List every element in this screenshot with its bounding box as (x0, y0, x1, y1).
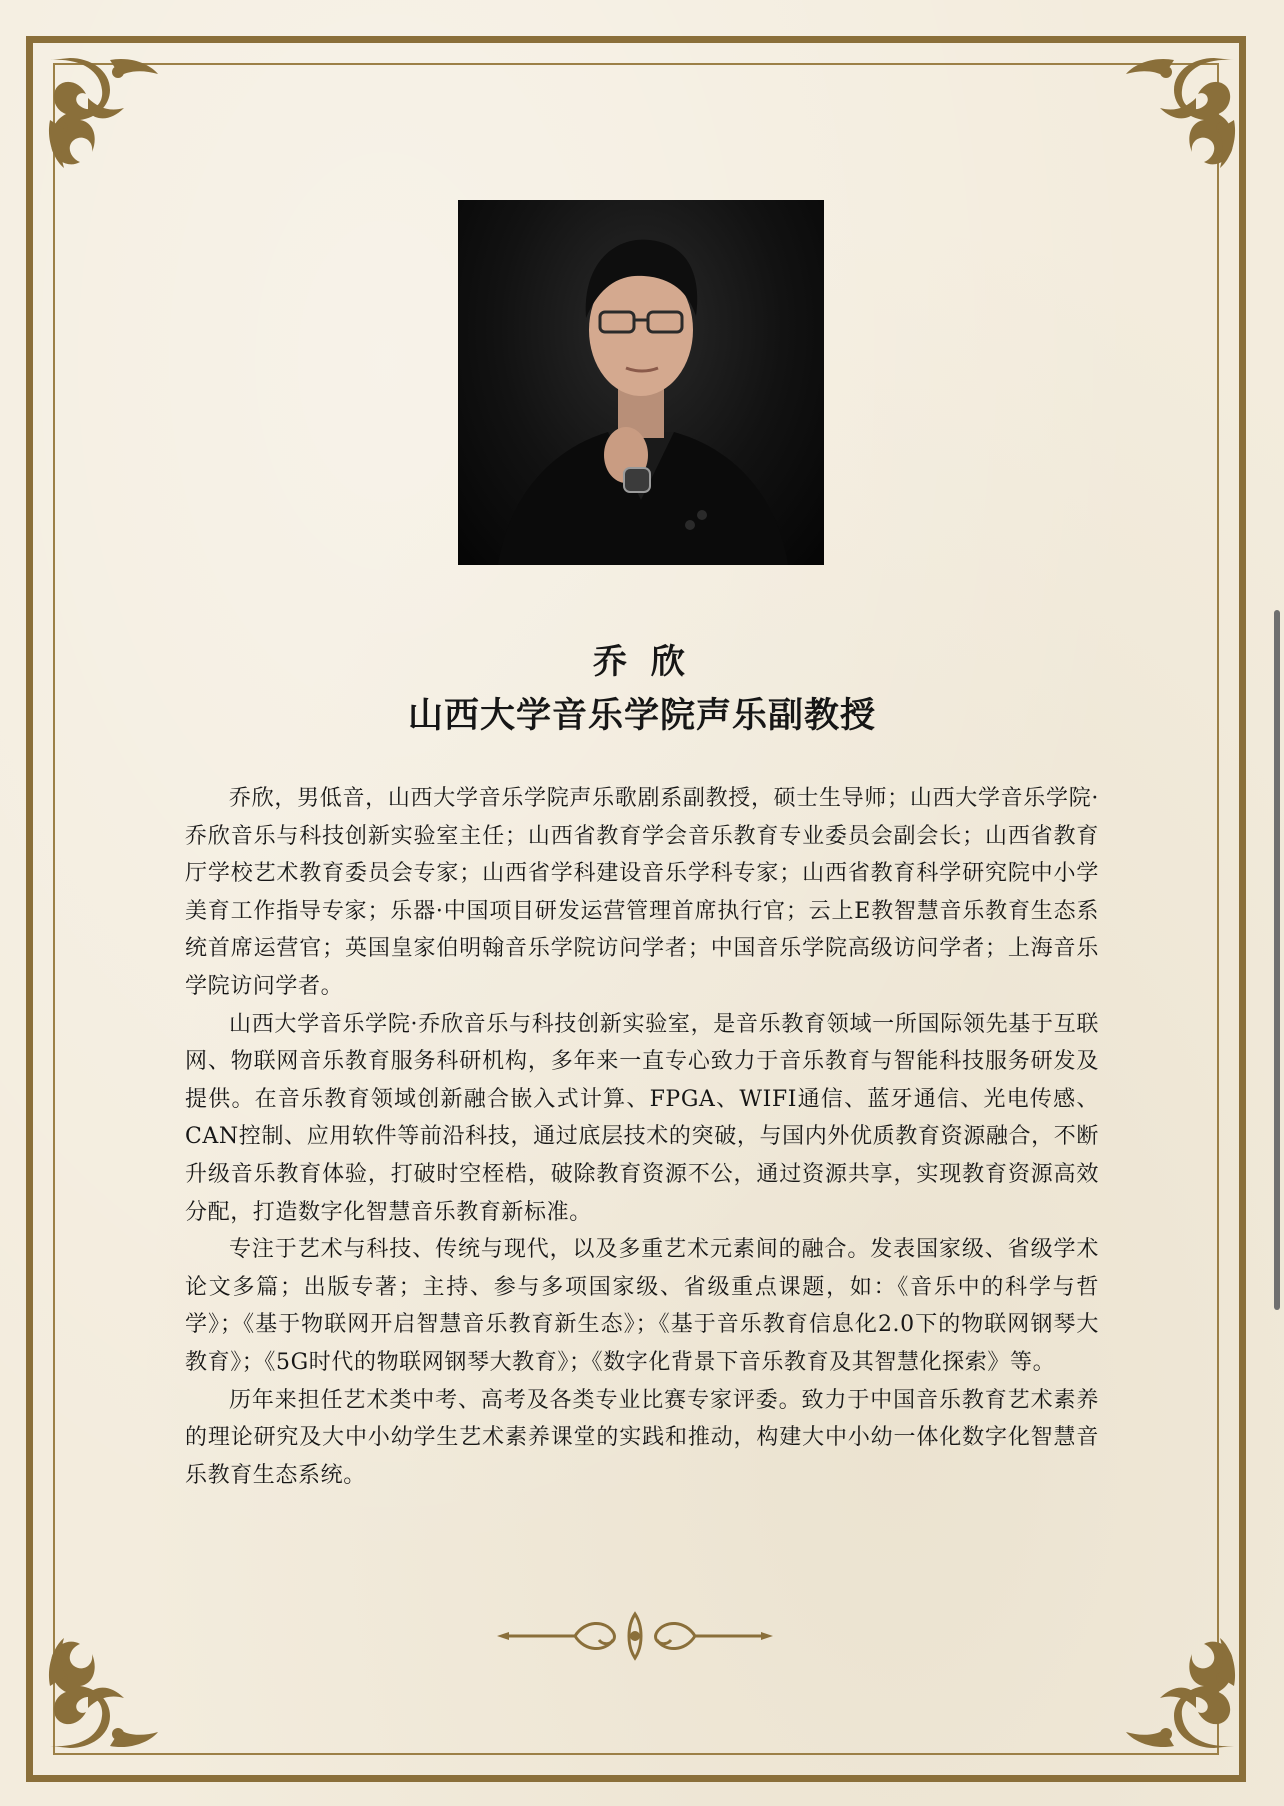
portrait-photo (458, 200, 824, 565)
bio-paragraph: 山西大学音乐学院·乔欣音乐与科技创新实验室，是音乐教育领域一所国际领先基于互联网、物联网音乐教育服务科研机构，多年来一直专心致力于音乐教育与智能科技服务研发及提供。在音乐教育领域创新融合嵌入式计算、FPGA、WIFI通信、蓝牙通信、光电传感、CAN控制、应用软件等前沿科技，通过底层技术的突破，与国内外优质教育资源融合，不断升级音乐教育体验，打破时空桎梏，破除教育资源不公，通过资源共享，实现教育资源高效分配，打造数字化智慧音乐教育新标准。 (185, 1011, 1099, 1225)
bio-paragraph: 历年来担任艺术类中考、高考及各类专业比赛专家评委。致力于中国音乐教育艺术素养的理论研究及大中小幼学生艺术素养课堂的实践和推动，构建大中小幼一体化数字化智慧音乐教育生态系统。 (185, 1387, 1099, 1488)
corner-ornament-icon (40, 1626, 170, 1756)
biography (185, 780, 1099, 1494)
bio-paragraph: 乔欣，男低音，山西大学音乐学院声乐歌剧系副教授，硕士生导师；山西大学音乐学院·乔欣音乐与科技创新实验室主任；山西省教育学会音乐教育专业委员会副会长；山西省教育厅学校艺术教育委员会专家；山西省学科建设音乐学科专家；山西省教育科学研究院中小学美育工作指导专家；乐器·中国项目研发运营管理首席执行官；云上E教智慧音乐教育生态系统首席运营官；英国皇家伯明翰音乐学院访问学者；中国音乐学院高级访问学者；上海音乐学院访问学者。 (185, 786, 1099, 999)
person-title: 山西大学音乐学院声乐副教授 (407, 695, 876, 736)
corner-ornament-icon (1114, 50, 1244, 180)
corner-ornament-icon (1114, 1626, 1244, 1756)
person-name: 乔 欣 (593, 642, 691, 682)
corner-ornament-icon (40, 50, 170, 180)
scrollbar[interactable] (1274, 610, 1280, 1310)
divider-ornament-icon (495, 1606, 775, 1666)
bio-paragraph: 专注于艺术与科技、传统与现代，以及多重艺术元素间的融合。发表国家级、省级学术论文多篇；出版专著；主持、参与多项国家级、省级重点课题，如：《音乐中的科学与哲学》；《基于物联网开启智慧音乐教育新生态》；《基于音乐教育信息化2.0下的物联网钢琴大教育》；《5G时代的物联网钢琴大教育》；《数字化背景下音乐教育及其智慧化探索》等。 (185, 1237, 1099, 1375)
